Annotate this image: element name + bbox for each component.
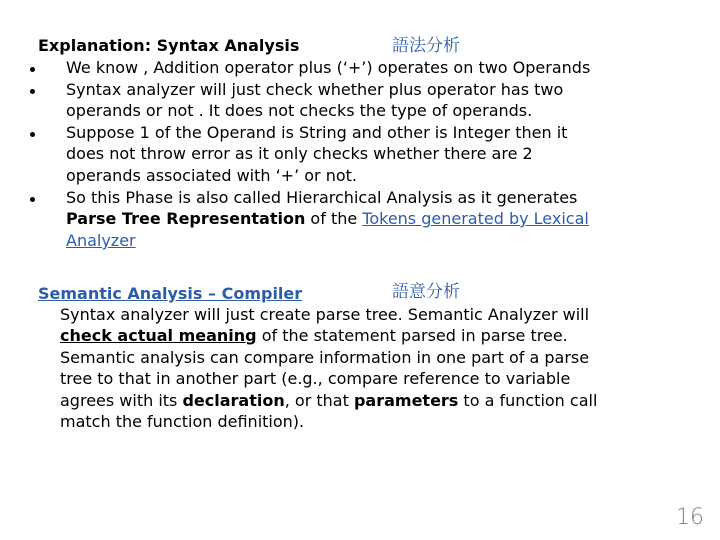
syntax-bullet-3-line-1: Suppose 1 of the Operand is String and other is Integer then it xyxy=(66,123,568,142)
syntax-bullet-4-line-2 xyxy=(66,208,589,229)
page-number: 16 xyxy=(676,505,704,530)
syntax-bullet-4-line-3 xyxy=(66,230,136,251)
semantic-line-5-b: , or that xyxy=(284,391,354,410)
declaration-term: declaration xyxy=(182,391,285,410)
semantic-line-5 xyxy=(60,390,597,411)
semantic-title-link[interactable]: Semantic Analysis – Compiler xyxy=(38,284,303,303)
semantic-line-4: tree to that in another part (e.g., compare reference to variable xyxy=(60,369,571,388)
semantic-line-1: Syntax analyzer will just create parse tree. Semantic Analyzer will xyxy=(60,305,590,324)
actual-meaning-term: check actual meaning xyxy=(60,326,257,345)
bullet-icon xyxy=(30,67,35,72)
parse-tree-term: Parse Tree Representation xyxy=(66,209,306,228)
syntax-bullet-4-mid-text: of the xyxy=(305,209,363,228)
semantic-line-2-rest: of the statement parsed in parse tree. xyxy=(256,326,568,345)
lexical-analyzer-link-continued[interactable]: Analyzer xyxy=(66,231,136,250)
semantic-line-5-a: agrees with its xyxy=(60,391,183,410)
syntax-bullet-3-line-3: operands associated with ‘+’ or not. xyxy=(66,166,357,185)
lexical-analyzer-link[interactable]: Tokens generated by Lexical xyxy=(362,209,589,228)
syntax-bullet-4-line-1: So this Phase is also called Hierarchical Analysis as it generates xyxy=(66,188,578,207)
syntax-title: Explanation: Syntax Analysis xyxy=(38,36,300,55)
semantic-line-5-c: to a function call xyxy=(458,391,598,410)
parameters-term: parameters xyxy=(353,391,459,410)
bullet-icon xyxy=(30,197,35,202)
syntax-bullet-2-line-1: Syntax analyzer will just check whether plus operator has two xyxy=(66,80,564,99)
bullet-icon xyxy=(30,132,35,137)
syntax-bullet-1: We know , Addition operator plus (‘+’) operates on two Operands xyxy=(66,58,591,77)
semantic-line-3: Semantic analysis can compare information in one part of a parse xyxy=(60,348,590,367)
bullet-icon xyxy=(30,89,35,94)
semantic-line-6: match the function definition). xyxy=(60,412,305,431)
syntax-bullet-3-line-2: does not throw error as it only checks whether there are 2 xyxy=(66,144,533,163)
semantic-cjk-label: 語意分析 xyxy=(392,282,460,302)
semantic-line-2 xyxy=(60,325,568,346)
syntax-bullet-2-line-2: operands or not . It does not checks the type of operands. xyxy=(66,101,533,120)
syntax-cjk-label: 語法分析 xyxy=(392,36,460,56)
